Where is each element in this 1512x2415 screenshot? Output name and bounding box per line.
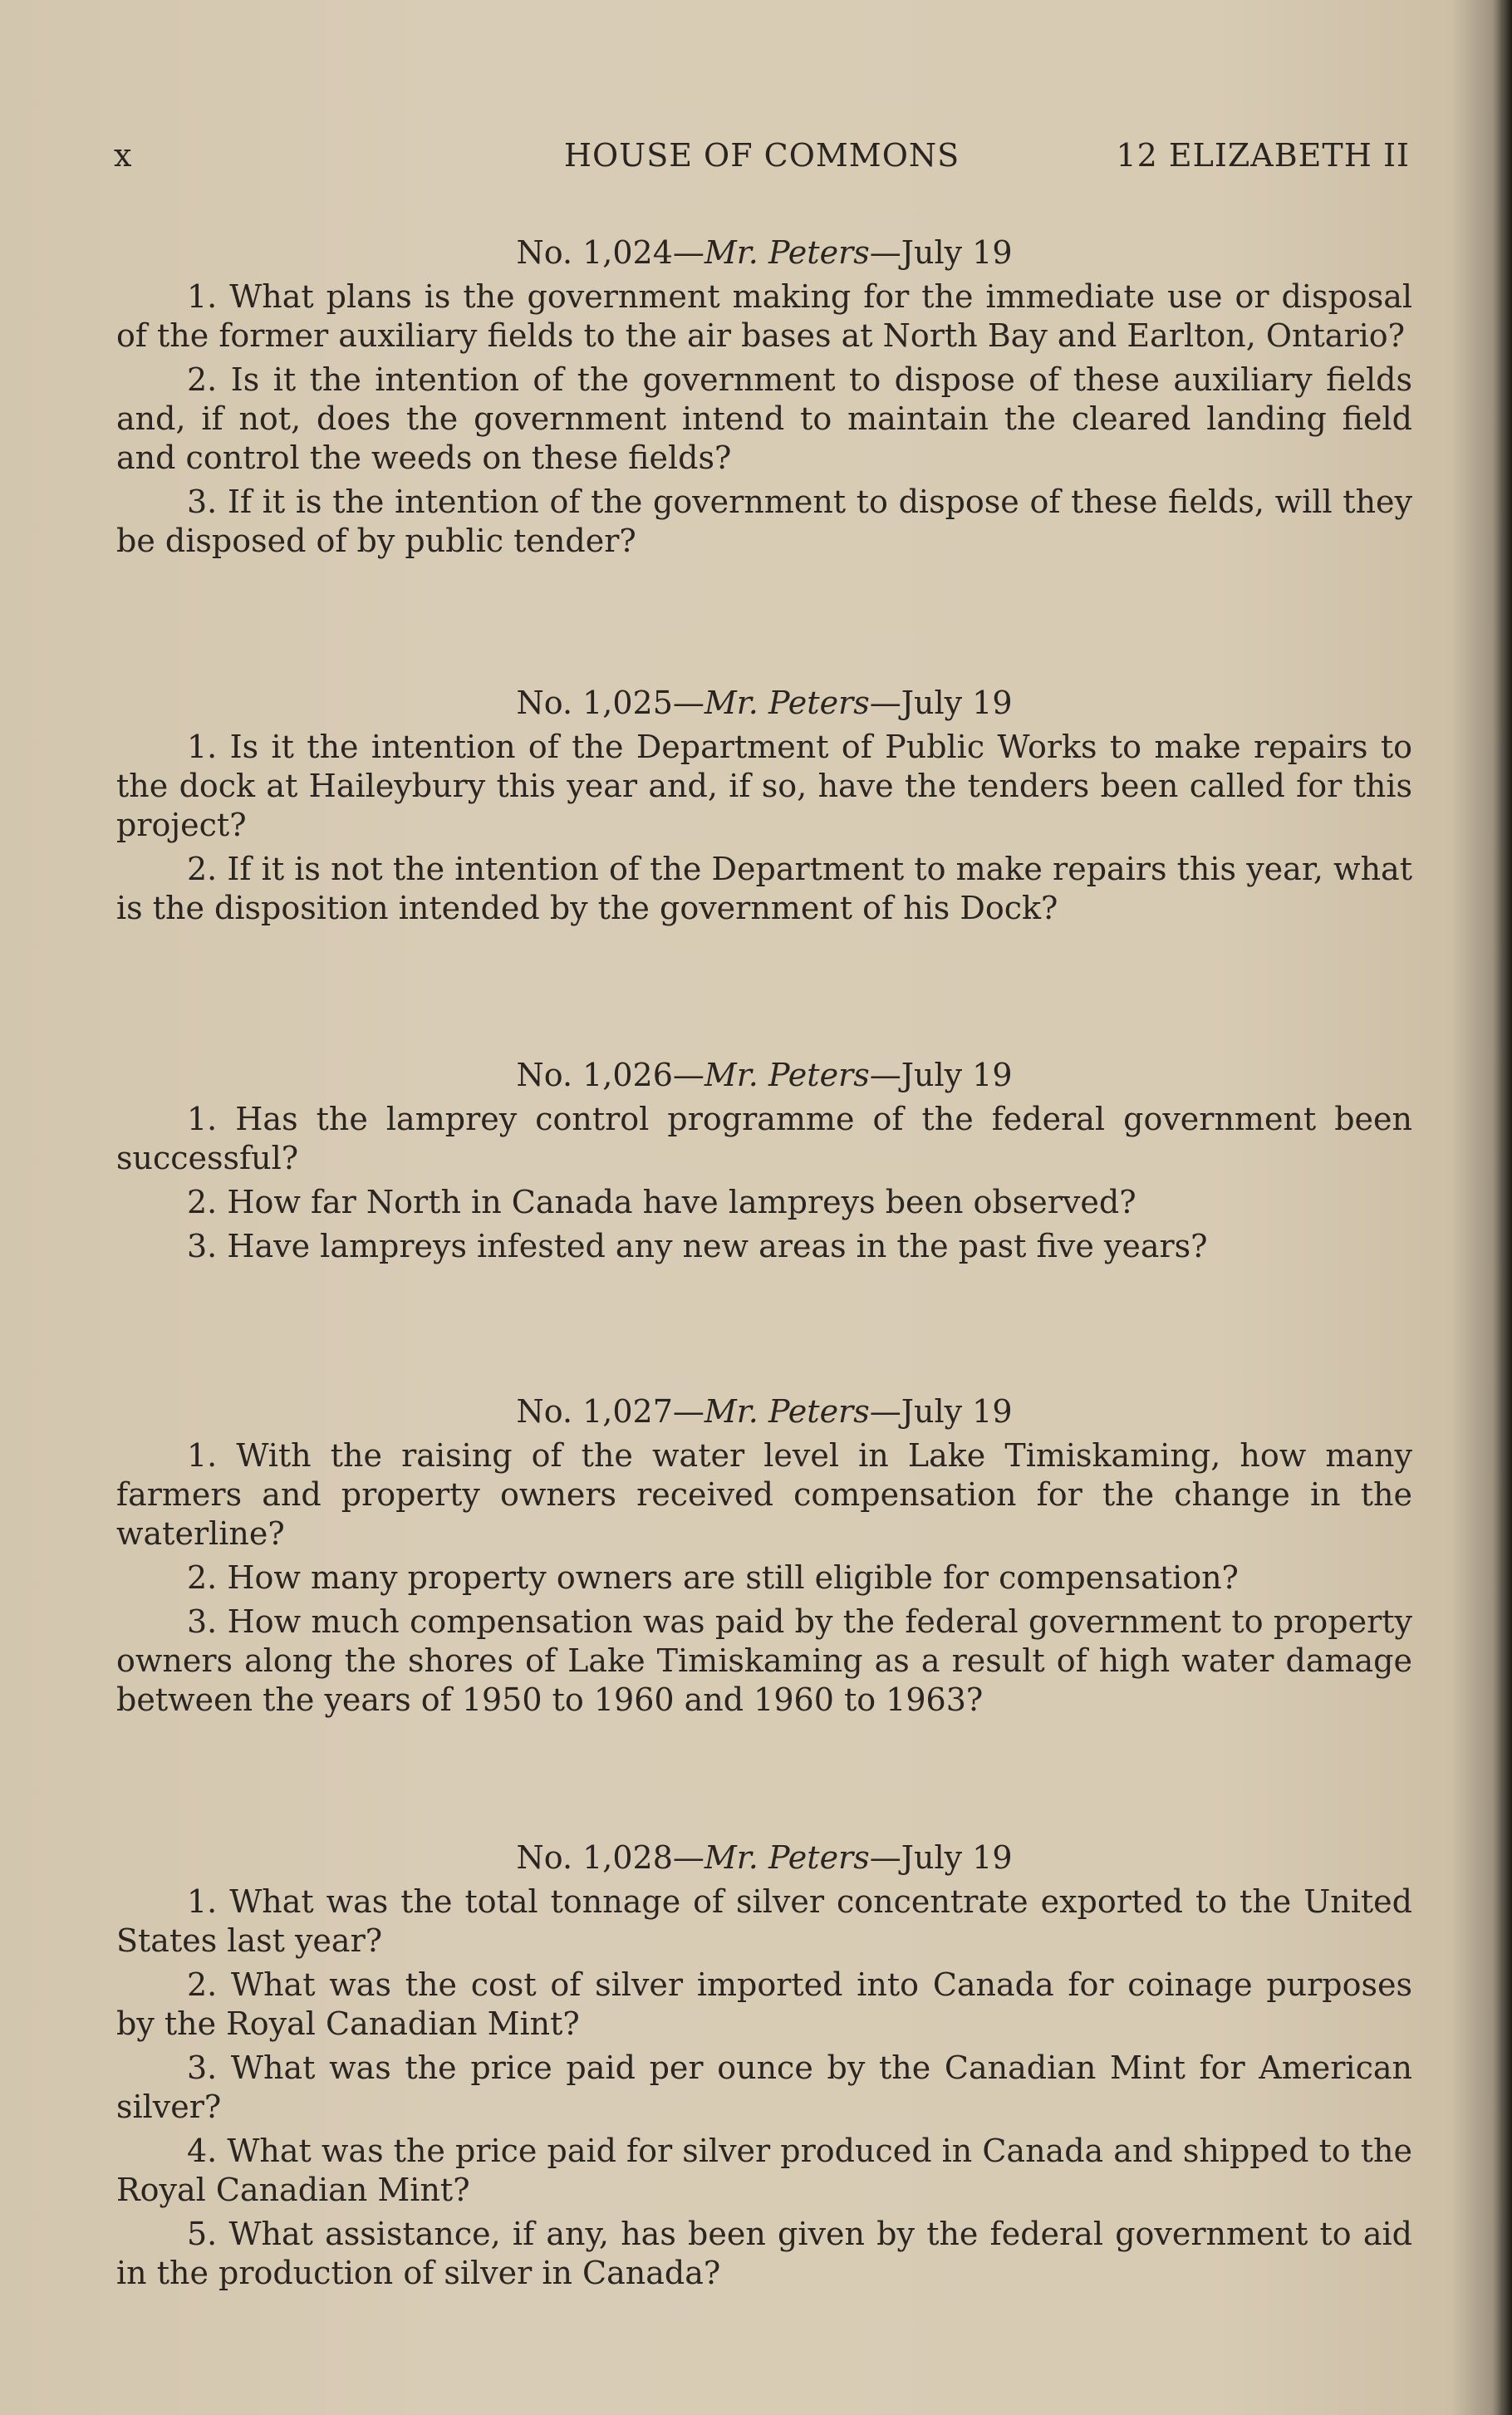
question-item: 1. What plans is the government making for the immediate use or disposal of the former auxiliary fields to the air bases at North Bay and Earlton, Ontario? [116, 278, 1412, 354]
running-head-session: 12 ELIZABETH II [1116, 137, 1410, 174]
question-item: 4. What was the price paid for silver produced in Canada and shipped to the Royal Canadian Mint? [116, 2133, 1412, 2208]
question-block [116, 1392, 1412, 1725]
question-date: July 19 [901, 685, 1013, 721]
question-item: 5. What assistance, if any, has been given by the federal government to aid in the production of silver in Canada? [116, 2216, 1412, 2291]
question-block [116, 1838, 1412, 2298]
question-number: No. 1,025 [516, 685, 673, 721]
question-item: 3. How much compensation was paid by the federal government to property owners along the shores of Lake Timiskaming as a result of high water damage between the years of 1950 to 1960 and 1960 to 1963? [116, 1603, 1412, 1718]
question-member: Mr. Peters [704, 1393, 870, 1430]
question-member: Mr. Peters [704, 1057, 870, 1093]
question-member: Mr. Peters [704, 1839, 870, 1876]
question-heading: No. 1,027—Mr. Peters—July 19 [516, 1393, 1013, 1430]
question-heading: No. 1,026—Mr. Peters—July 19 [516, 1057, 1013, 1093]
question-item: 1. What was the total tonnage of silver concentrate exported to the United States last year? [116, 1883, 1412, 1959]
question-block [116, 683, 1412, 933]
question-heading: No. 1,028—Mr. Peters—July 19 [516, 1839, 1013, 1876]
question-member: Mr. Peters [704, 234, 870, 271]
question-block [116, 1055, 1412, 1271]
question-date: July 19 [901, 1839, 1013, 1876]
page-number: x [114, 137, 133, 174]
question-item: 1. Is it the intention of the Department of Public Works to make repairs to the dock at Haileybury this year and, if so, have the tenders been called for this project? [116, 729, 1412, 843]
question-date: July 19 [901, 1057, 1013, 1093]
question-heading: No. 1,024—Mr. Peters—July 19 [516, 234, 1013, 271]
question-member: Mr. Peters [704, 685, 870, 721]
question-item: 1. With the raising of the water level in Lake Timiskaming, how many farmers and property owners received compensation for the change in the waterline? [116, 1437, 1412, 1552]
question-number: No. 1,028 [516, 1839, 673, 1876]
question-date: July 19 [901, 1393, 1013, 1430]
question-item: 3. If it is the intention of the government to dispose of these fields, will they be disposed of by public tender? [116, 483, 1412, 559]
question-item: 2. What was the cost of silver imported into Canada for coinage purposes by the Royal Canadian Mint? [116, 1966, 1412, 2042]
running-head-title: HOUSE OF COMMONS [563, 137, 960, 174]
question-number: No. 1,024 [516, 234, 673, 271]
question-item: 1. Has the lamprey control programme of the federal government been successful? [116, 1101, 1412, 1176]
question-item: 2. How far North in Canada have lampreys been observed? [187, 1184, 1136, 1220]
page-gutter-shadow [1492, 0, 1512, 2415]
question-heading: No. 1,025—Mr. Peters—July 19 [516, 685, 1013, 721]
running-head [114, 137, 1410, 179]
question-number: No. 1,027 [516, 1393, 673, 1430]
question-item: 2. Is it the intention of the government to dispose of these auxiliary fields and, if not, does the government intend to maintain the cleared landing field and control the weeds on these fields? [116, 361, 1412, 476]
question-number: No. 1,026 [516, 1057, 673, 1093]
question-block [116, 233, 1412, 566]
question-item: 3. What was the price paid per ounce by the Canadian Mint for American silver? [116, 2049, 1412, 2125]
question-date: July 19 [901, 234, 1013, 271]
question-item: 2. If it is not the intention of the Department to make repairs this year, what is the disposition intended by the government of his Dock? [116, 851, 1412, 926]
question-item: 2. How many property owners are still eligible for compensation? [187, 1559, 1239, 1596]
question-item: 3. Have lampreys infested any new areas in the past five years? [187, 1228, 1208, 1264]
